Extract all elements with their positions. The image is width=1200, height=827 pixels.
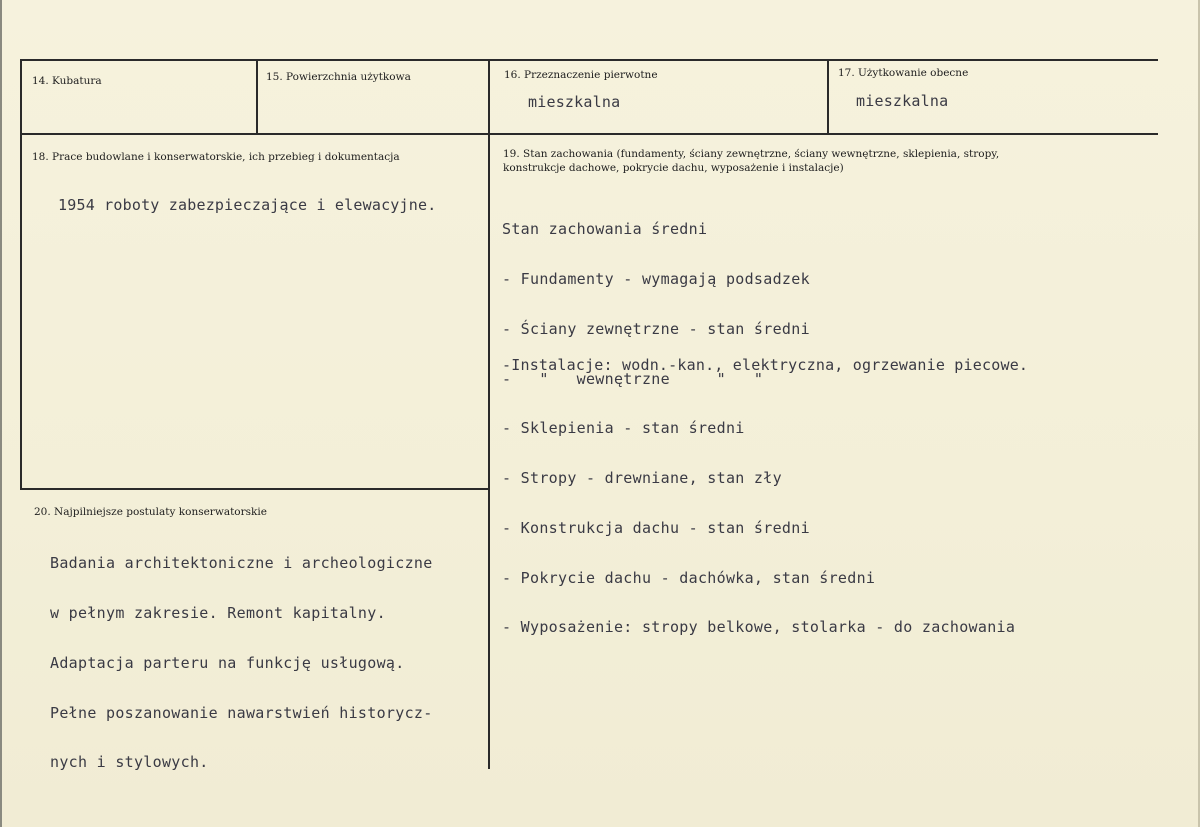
field-16-label: 16. Przeznaczenie pierwotne (504, 69, 658, 81)
field-20-label: 20. Najpilniejsze postulaty konserwatorskie (34, 506, 267, 518)
field-17-value[interactable]: mieszkalna (856, 92, 949, 110)
field-18-label: 18. Prace budowlane i konserwatorskie, ich przebieg i dokumentacja (32, 151, 400, 163)
field-20-line: w pełnym zakresie. Remont kapitalny. (50, 603, 386, 622)
col-divider-14-15 (256, 59, 258, 135)
field-14-label: 14. Kubatura (32, 75, 102, 87)
left-border (20, 59, 22, 489)
field-20-value[interactable] (50, 522, 433, 804)
field-19-label-line-2: konstrukcje dachowe, pokrycie dachu, wyposażenie i instalacje) (503, 162, 844, 174)
field-19-line: - Fundamenty - wymagają podsadzek (502, 269, 810, 288)
field-20-line: Pełne poszanowanie nawarstwień historycz- (50, 703, 433, 722)
field-15-label: 15. Powierzchnia użytkowa (266, 71, 411, 83)
field-19-line: - Sklepienia - stan średni (502, 419, 745, 438)
field-19-line: - Wyposażenie: stropy belkowe, stolarka - do zachowania (502, 618, 1016, 637)
field-19-line: Stan zachowania średni (502, 220, 708, 239)
col-divider-16-17 (827, 59, 829, 135)
field-19-line: - Konstrukcja dachu - stan średni (502, 518, 810, 537)
field-20-line: nych i stylowych. (50, 753, 209, 772)
field-19-label-line-1: 19. Stan zachowania (fundamenty, ściany zewnętrzne, ściany wewnętrzne, sklepienia, stropy, (503, 148, 1000, 160)
field-20-line: Adaptacja parteru na funkcję usługową. (50, 653, 405, 672)
field-19-line: - Pokrycie dachu - dachówka, stan średni (502, 568, 876, 587)
row-divider-1 (20, 133, 1158, 135)
field-19-line: - Ściany zewnętrzne - stan średni (502, 319, 810, 338)
col-divider-main (488, 59, 490, 769)
field-17-label: 17. Użytkowanie obecne (838, 67, 969, 79)
card-left-edge (0, 0, 2, 827)
top-rule (20, 59, 1158, 61)
field-19-line: - " wewnętrzne " " (502, 369, 764, 388)
field-19-value[interactable] (502, 188, 1015, 669)
field-19-line: - Stropy - drewniane, stan zły (502, 469, 782, 488)
field-18-value[interactable]: 1954 roboty zabezpieczające i elewacyjne. (58, 196, 437, 214)
field-20-line: Badania architektoniczne i archeologiczne (50, 554, 433, 573)
row-divider-2 (20, 488, 488, 490)
field-16-value[interactable]: mieszkalna (528, 93, 621, 111)
field-19-installations[interactable]: -Instalacje: wodn.-kan., elektryczna, ogrzewanie piecowe. (502, 356, 1029, 374)
